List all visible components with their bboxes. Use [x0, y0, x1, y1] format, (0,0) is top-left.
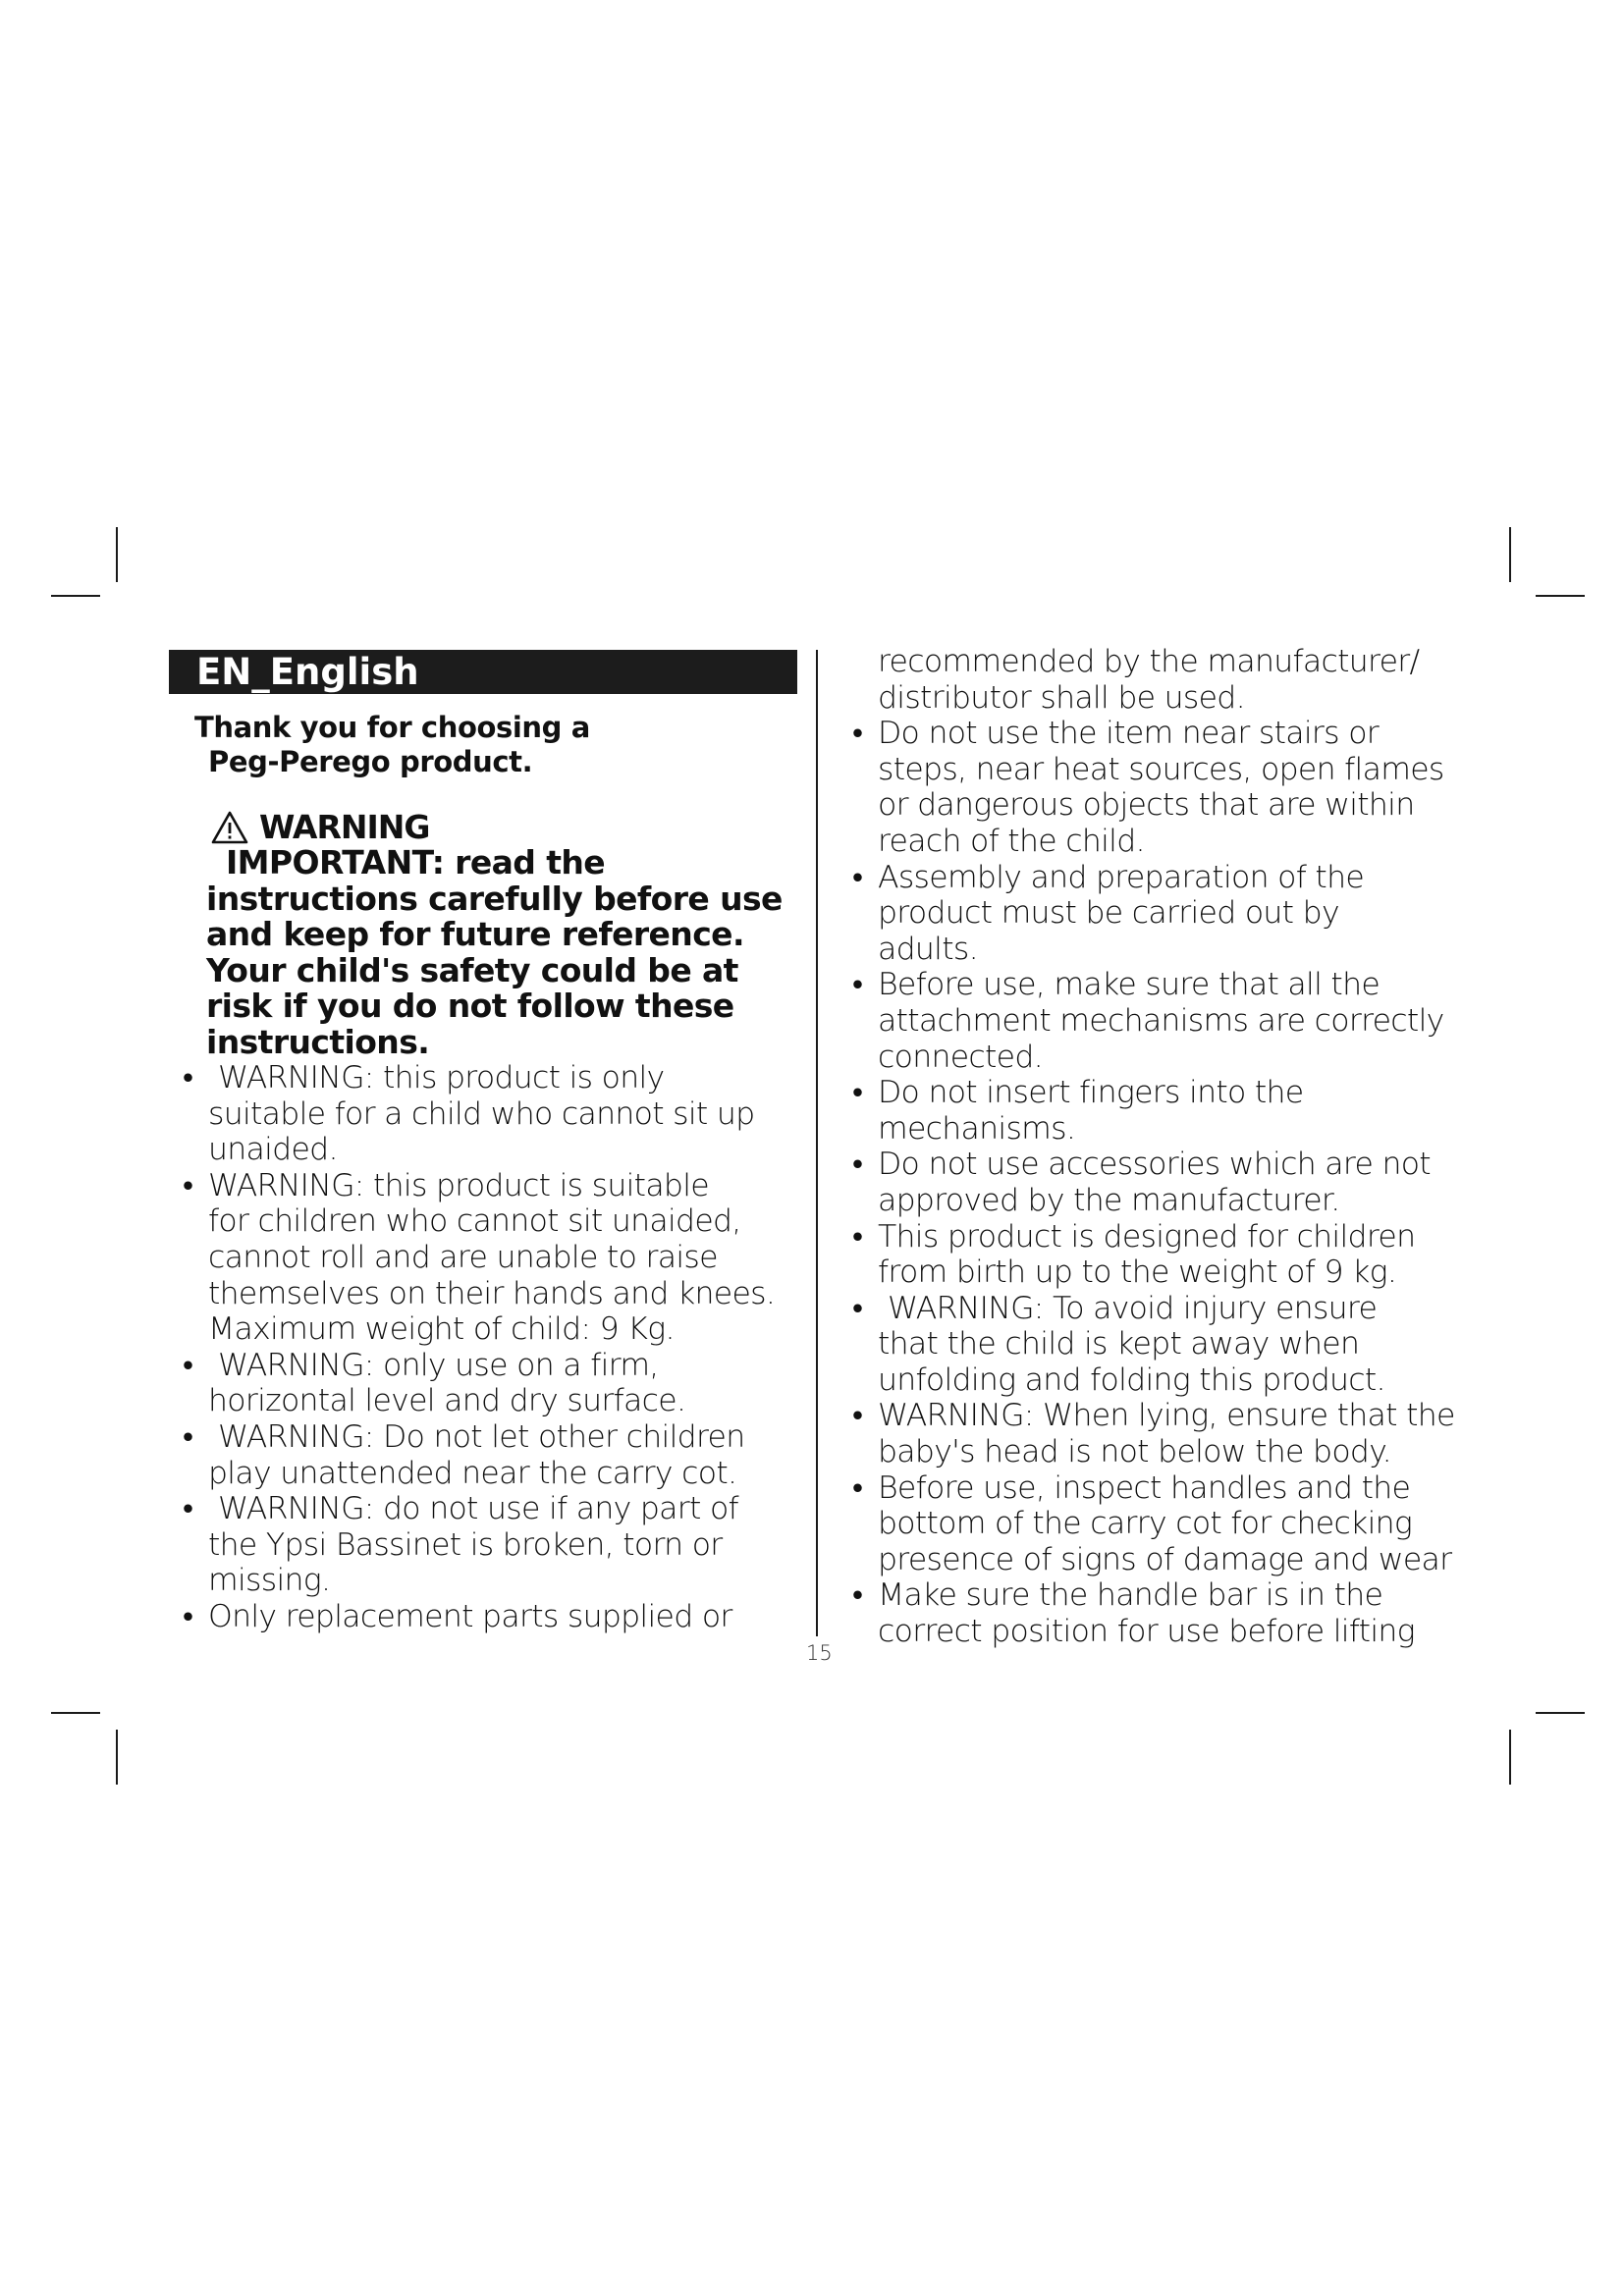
- right-column-list: [852, 644, 1481, 1650]
- bullet-line: WARNING: When lying, ensure that the: [878, 1398, 1455, 1434]
- bullet-dot: •: [852, 1290, 863, 1326]
- bullet-line: play unattended near the carry cot.: [208, 1455, 737, 1491]
- warning-heading: [210, 808, 429, 847]
- left-column-list: [183, 1060, 811, 1635]
- bullet-line: baby's head is not below the body.: [878, 1434, 1391, 1470]
- bullet-item: [852, 1219, 1481, 1291]
- bullet-line: Do not use the item near stairs or: [878, 716, 1380, 752]
- bullet-line: unfolding and folding this product.: [878, 1362, 1385, 1398]
- bullet-line: Make sure the handle bar is in the: [878, 1577, 1383, 1614]
- warning-triangle-icon: [210, 810, 249, 845]
- bullet-line: WARNING: do not use if any part of: [218, 1491, 738, 1527]
- bullet-dot: •: [852, 716, 863, 752]
- bullet-line: WARNING: only use on a firm,: [218, 1347, 659, 1383]
- warning-title: WARNING: [259, 808, 430, 846]
- bullet-line: from birth up to the weight of 9 kg.: [878, 1255, 1397, 1291]
- crop-mark-top-left-horizontal: [51, 595, 100, 597]
- bullet-dot: •: [183, 1167, 193, 1203]
- bullet-dot: •: [852, 1075, 863, 1111]
- bullet-item: [852, 1470, 1481, 1578]
- page-number: 15: [806, 1641, 833, 1665]
- bullet-item: [852, 1398, 1481, 1469]
- important-line: Your child's safety could be at: [206, 950, 738, 989]
- bullet-item: [852, 1147, 1481, 1218]
- bullet-item: [183, 1491, 811, 1599]
- crop-mark-top-left-vertical: [116, 527, 118, 582]
- bullet-line: connected.: [878, 1039, 1043, 1075]
- column-divider: [816, 650, 818, 1636]
- bullet-dot: •: [852, 1218, 863, 1255]
- important-line: risk if you do not follow these: [206, 987, 734, 1026]
- bullet-item: [852, 1291, 1481, 1399]
- crop-mark-top-right-horizontal: [1536, 595, 1585, 597]
- bullet-line: WARNING: this product is only: [218, 1060, 665, 1095]
- bullet-line: steps, near heat sources, open flames: [878, 751, 1444, 787]
- bullet-line: cannot roll and are unable to raise: [208, 1239, 718, 1275]
- bullet-line: product must be carried out by: [878, 895, 1339, 932]
- important-line: and keep for future reference.: [206, 915, 744, 954]
- bullet-line: Only replacement parts supplied or: [208, 1598, 732, 1634]
- bullet-item: [183, 1348, 811, 1419]
- continued-line: recommended by the manufacturer/: [878, 644, 1420, 679]
- bullet-line: themselves on their hands and knees.: [208, 1275, 776, 1311]
- thank-you-heading: [194, 711, 784, 779]
- important-line: instructions.: [206, 1022, 430, 1061]
- bullet-line: presence of signs of damage and wear: [878, 1541, 1452, 1577]
- language-header: EN_English: [169, 650, 797, 694]
- bullet-line: for children who cannot sit unaided,: [208, 1203, 741, 1240]
- bullet-item: [183, 1168, 811, 1348]
- bullet-line: This product is designed for children: [878, 1218, 1416, 1255]
- bullet-line: WARNING: Do not let other children: [218, 1418, 745, 1455]
- bullet-line: WARNING: To avoid injury ensure: [888, 1290, 1378, 1326]
- thank-you-line-1: Thank you for choosing a: [194, 711, 590, 744]
- bullet-line: WARNING: this product is suitable: [208, 1167, 709, 1203]
- bullet-line: adults.: [878, 931, 978, 967]
- thank-you-line-2: Peg-Perego product.: [208, 745, 533, 778]
- bullet-dot: •: [852, 1398, 863, 1434]
- bullet-line: Before use, make sure that all the: [878, 967, 1380, 1003]
- bullet-line: horizontal level and dry surface.: [208, 1383, 686, 1419]
- important-line: IMPORTANT: read the: [226, 843, 606, 881]
- bullet-item: [183, 1599, 811, 1635]
- bullet-line: reach of the child.: [878, 823, 1145, 859]
- bullet-dot: •: [183, 1060, 193, 1095]
- bullet-line: Assembly and preparation of the: [878, 859, 1365, 895]
- bullet-item: [852, 967, 1481, 1075]
- important-line: instructions carefully before use: [206, 879, 783, 918]
- bullet-line: correct position for use before lifting: [878, 1614, 1415, 1650]
- bullet-dot: •: [852, 859, 863, 895]
- crop-mark-top-right-vertical: [1509, 527, 1511, 582]
- bullet-line: that the child is kept away when: [878, 1326, 1360, 1362]
- bullet-dot: •: [852, 967, 863, 1003]
- bullet-line: Maximum weight of child: 9 Kg.: [208, 1311, 675, 1348]
- bullet-item: [852, 716, 1481, 859]
- continued-text: [852, 644, 1481, 716]
- bullet-line: mechanisms.: [878, 1110, 1076, 1147]
- bullet-item: [183, 1060, 811, 1168]
- bullet-line: attachment mechanisms are correctly: [878, 1002, 1444, 1039]
- crop-mark-bottom-right-vertical: [1509, 1730, 1511, 1785]
- bullet-line: bottom of the carry cot for checking: [878, 1506, 1413, 1542]
- bullet-dot: •: [852, 1147, 863, 1183]
- bullet-line: Do not use accessories which are not: [878, 1147, 1431, 1183]
- bullet-line: suitable for a child who cannot sit up: [208, 1095, 755, 1132]
- bullet-line: Before use, inspect handles and the: [878, 1469, 1411, 1506]
- bullet-line: missing.: [208, 1563, 331, 1599]
- bullet-line: Do not insert fingers into the: [878, 1075, 1304, 1111]
- bullet-line: the Ypsi Bassinet is broken, torn or: [208, 1526, 723, 1563]
- bullet-line: approved by the manufacturer.: [878, 1182, 1340, 1218]
- bullet-item: [852, 1075, 1481, 1147]
- bullet-dot: •: [183, 1418, 193, 1455]
- bullet-line: unaided.: [208, 1132, 338, 1168]
- bullet-item: [183, 1419, 811, 1491]
- bullet-item: [852, 860, 1481, 968]
- bullet-line: or dangerous objects that are within: [878, 787, 1415, 824]
- bullet-dot: •: [852, 1469, 863, 1506]
- continued-line: distributor shall be used.: [878, 679, 1245, 716]
- crop-mark-bottom-left-horizontal: [51, 1712, 100, 1714]
- bullet-dot: •: [183, 1491, 193, 1527]
- bullet-dot: •: [852, 1577, 863, 1614]
- crop-mark-bottom-right-horizontal: [1536, 1712, 1585, 1714]
- bullet-item: [852, 1577, 1481, 1649]
- crop-mark-bottom-left-vertical: [116, 1730, 118, 1785]
- bullet-dot: •: [183, 1347, 193, 1383]
- important-notice: [206, 845, 815, 1061]
- bullet-dot: •: [183, 1598, 193, 1634]
